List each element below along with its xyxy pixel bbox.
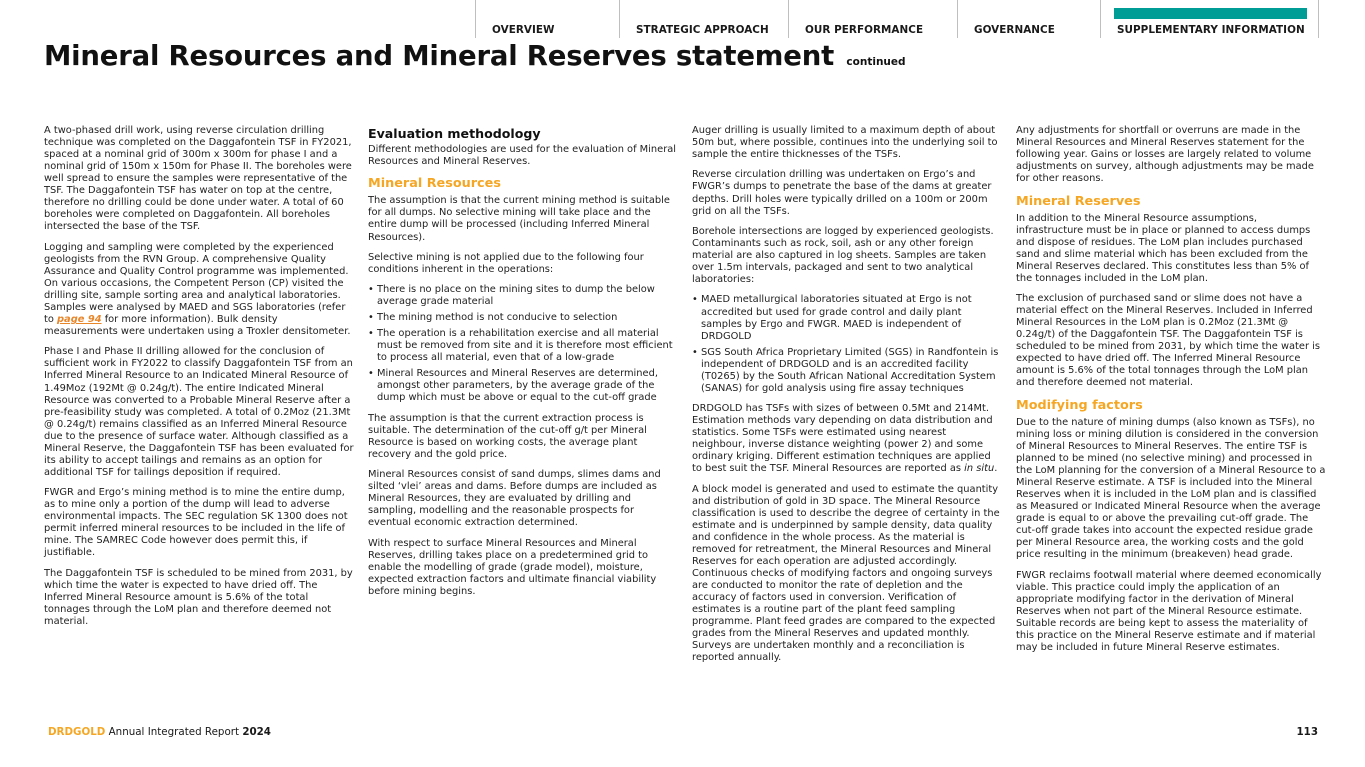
page-title [44, 40, 906, 72]
footer-report-title: Annual Integrated Report [108, 726, 240, 738]
page-94-link[interactable]: page 94 [57, 314, 102, 325]
paragraph: Borehole intersections are logged by experienced geologists. Contaminants such as rock, soil, ash or any other foreign material are also captured in log sheets. Samples are taken over 1.5m intervals, packaged and sent to two analytical laboratories: [692, 225, 994, 286]
nav-tab-label: GOVERNANCE [974, 24, 1055, 36]
paragraph: Phase I and Phase II drilling allowed for the conclusion of sufficient work in FY2022 to classify Daggafontein TSF from an Inferred Mineral Resource to an Indicated Mineral Resource of 1.49Moz (192Mt @ 0.24g/t). The entire Indicated Mineral Resource was converted to a Probable Mineral Reserve after a pre-feasibility study was completed. A total of 0.2Moz (21.3Mt @ 0.24g/t) remains classified as an Inferred Mineral Resource due to the presence of surface water. Although classified as a Mineral Reserve, the Daggafontein TSF has been evaluated for its ability to accept tailings and remains as an option for additional TSF for tailings deposition if required. [44, 346, 354, 478]
nav-tab-our-performance[interactable] [788, 0, 957, 38]
list-item: • Mineral Resources and Mineral Reserves are determined, amongst other parameters, by the average grade of the dump which must be above or equal to the cut-off grade [368, 368, 678, 404]
footer-year: 2024 [242, 726, 271, 738]
nav-tab-label: SUPPLEMENTARY INFORMATION [1117, 24, 1305, 36]
paragraph: A two-phased drill work, using reverse circulation drilling technique was completed on the Daggafontein TSF in FY2021, spaced at a nominal grid of 300m x 300m for phase I and a nominal grid of 150m x 150m for Phase II. The boreholes were well spread to ensure the samples were representative of the TSF. The Daggafontein TSF has water on top at the centre, therefore no drilling could be done under water. A total of 60 boreholes were completed on Daggafontein. All boreholes intersected the base of the TSF. [44, 125, 352, 233]
nav-tab-label: OVERVIEW [492, 24, 555, 36]
paragraph-text: DRDGOLD has TSFs with sizes of between 0.5Mt and 214Mt. Estimation methods vary depending on data distribution and statistics. Some TSFs were estimated using nearest neighbour, inverse distance weighting (power 2) and some ordinary kriging. Different estimation techniques are applied to best suit the TSF. Mineral Resources are reported as [692, 403, 993, 475]
paragraph [44, 242, 354, 338]
paragraph: Reverse circulation drilling was undertaken on Ergo’s and FWGR’s dumps to penetrate the base of the dams at greater depths. Drill holes were typically drilled on a 100m or 200m grid on all the TSFs. [692, 169, 992, 217]
paragraph: Mineral Resources consist of sand dumps, slimes dams and silted ‘vlei’ areas and dams. Before dumps are included as Mineral Resources, they are evaluated by drilling and sampling, modelling and the reasonable prospects for eventual economic extraction determined. [368, 469, 661, 529]
paragraph: Different methodologies are used for the evaluation of Mineral Resources and Mineral Reserves. [368, 144, 677, 168]
list-item: • SGS South Africa Proprietary Limited (SGS) in Randfontein is independent of DRDGOLD and is an accredited facility (T0265) by the South African National Accreditation System (SANAS) for gold analysis using fire assay techniques [692, 347, 1002, 395]
page-title-text: Mineral Resources and Mineral Reserves statement [44, 40, 835, 72]
section-heading-mineral-resources: Mineral Resources [368, 176, 501, 192]
paragraph-text: Logging and sampling were completed by the experienced geologists from the RVN Group. A comprehensive Quality Assurance and Quality Control programme was implemented. On various occasions, the Competent Person (CP) visited the drilling site, sample sorting area and analytical laboratories. Samples were analysed by MAED and SGS laboratories (refer to [44, 241, 349, 325]
text-column-4 [1016, 125, 1326, 662]
nav-tab-supplementary-information[interactable] [1100, 0, 1319, 38]
bullet-list [692, 294, 1002, 394]
active-tab-indicator [1114, 8, 1307, 19]
footer-report-name [48, 726, 271, 738]
nav-tab-overview[interactable] [475, 0, 619, 38]
top-nav [475, 0, 1319, 38]
paragraph: FWGR reclaims footwall material where deemed economically viable. This practice could imply the application of an appropriate modifying factor in the derivation of Mineral Reserves when not part of the Mineral Resource estimate. Suitable records are being kept to assess the materiality of this practice on the Mineral Reserve estimate and if material may be included in future Mineral Reserve estimates. [1016, 569, 1322, 653]
section-heading-modifying-factors: Modifying factors [1016, 397, 1143, 413]
paragraph-text: . [994, 463, 998, 475]
list-item: • The operation is a rehabilitation exercise and all material must be removed from site and it is therefore most efficient to process all material, even that of a low-grade [368, 328, 678, 364]
section-heading-mineral-reserves: Mineral Reserves [1016, 193, 1141, 209]
bullet-list [368, 284, 678, 404]
page-title-continued: continued [846, 56, 906, 68]
nav-tab-label: OUR PERFORMANCE [805, 24, 924, 36]
paragraph-text: for more information). Bulk density measurements were undertaken using a Troxler densitometer. [44, 314, 351, 338]
text-column-2 [368, 125, 678, 606]
list-item: • MAED metallurgical laboratories situated at Ergo is not accredited but used for grade control and daily plant samples by Ergo and FWGR. MAED is independent of DRDGOLD [692, 294, 1002, 342]
paragraph: In addition to the Mineral Resource assumptions, infrastructure must be in place or planned to access dumps and dispose of residues. The LoM plan includes purchased sand and slime material which has been excluded from the Mineral Reserves declared. This constitutes less than 5% of the tonnages included in the LoM plan. [1016, 212, 1311, 284]
nav-tab-label: STRATEGIC APPROACH [636, 24, 769, 36]
text-column-1 [44, 125, 354, 636]
section-heading-evaluation-methodology: Evaluation methodology [368, 126, 541, 141]
paragraph: With respect to surface Mineral Resources and Mineral Reserves, drilling takes place on a predetermined grid to enable the modelling of grade (grade model), moisture, expected extraction factors and ultimate financial viability before mining begins. [368, 537, 657, 597]
paragraph: Due to the nature of mining dumps (also known as TSFs), no mining loss or mining dilution is considered in the conversion of Mineral Resources to Mineral Reserves. The entire TSF is planned to be mined (no selective mining) and processed in the LoM planning for the conversion of a Mineral Resource to a Mineral Reserve estimate. A TSF is included into the Mineral Reserves when it is included in the LoM plan and is classified as Measured or Indicated Mineral Resource when the average grade is equal to or above the prevailing cut-off grade. The cut-off grade takes into account the expected residue grade per Mineral Resource area, the working costs and the gold price resulting in the minimum (breakeven) head grade. [1016, 416, 1326, 561]
nav-tab-strategic-approach[interactable] [619, 0, 788, 38]
paragraph: Auger drilling is usually limited to a maximum depth of about 50m but, where possible, continues into the underlying soil to sample the entire thicknesses of the TSFs. [692, 125, 998, 161]
list-item: • There is no place on the mining sites to dump the below average grade material [368, 284, 678, 308]
paragraph: The assumption is that the current mining method is suitable for all dumps. No selective mining will take place and the entire dump will be processed (including Inferred Mineral Resources). [368, 195, 670, 243]
paragraph: The exclusion of purchased sand or slime does not have a material effect on the Mineral Reserves. Included in Inferred Mineral Resources in the LoM plan is 0.2Moz (21.3Mt @ 0.24g/t) of the Daggafontein TSF. The Daggafontein TSF is scheduled to be mined from 2031, by which time the water is expected to have dried off. The Inferred Mineral Resource amount is 5.6% of the total tonnages through the LoM plan and therefore deemed not material. [1016, 293, 1320, 389]
nav-tab-governance[interactable] [957, 0, 1100, 38]
paragraph: Any adjustments for shortfall or overruns are made in the Mineral Resources and Mineral Reserves statement for the following year. Gains or losses are largely related to volume adjustments on survey, although adjustments may be made for other reasons. [1016, 125, 1314, 185]
in-situ-term: in situ [964, 463, 995, 475]
list-item: • The mining method is not conducive to selection [368, 312, 678, 324]
paragraph [692, 403, 1002, 475]
footer-brand: DRDGOLD [48, 726, 106, 738]
paragraph: The assumption is that the current extraction process is suitable. The determination of the cut-off g/t per Mineral Resource is based on working costs, the average plant recovery and the gold price. [368, 412, 647, 460]
paragraph: The Daggafontein TSF is scheduled to be mined from 2031, by which time the water is expected to have dried off. The Inferred Mineral Resource amount is 5.6% of the total tonnages through the LoM plan and therefore deemed not material. [44, 567, 353, 627]
page-number: 113 [1296, 726, 1318, 738]
text-column-3 [692, 125, 1002, 673]
paragraph: Selective mining is not applied due to the following four conditions inherent in the operations: [368, 251, 644, 275]
paragraph: FWGR and Ergo’s mining method is to mine the entire dump, as to mine only a portion of the dump will lead to adverse environmental impacts. The SEC regulation SK 1300 does not permit inferred mineral resources to be included in the life of mine. The SAMREC Code however does permit this, if justifiable. [44, 487, 348, 559]
paragraph: A block model is generated and used to estimate the quantity and distribution of gold in 3D space. The Mineral Resource classification is used to describe the degree of certainty in the estimate and is underpinned by sample density, data quality and confidence in the whole process. As the material is removed for retreatment, the Mineral Resources and Mineral Reserves for each operation are adjusted accordingly. Continuous checks of modifying factors and ongoing surveys are conducted to monitor the rate of depletion and the accuracy of factors used in conversion. Verification of estimates is a routine part of the plant feed sampling programme. Plant feed grades are compared to the expected grades from the Mineral Reserves and updated monthly. Surveys are undertaken monthly and a reconciliation is reported annually. [692, 483, 1000, 664]
